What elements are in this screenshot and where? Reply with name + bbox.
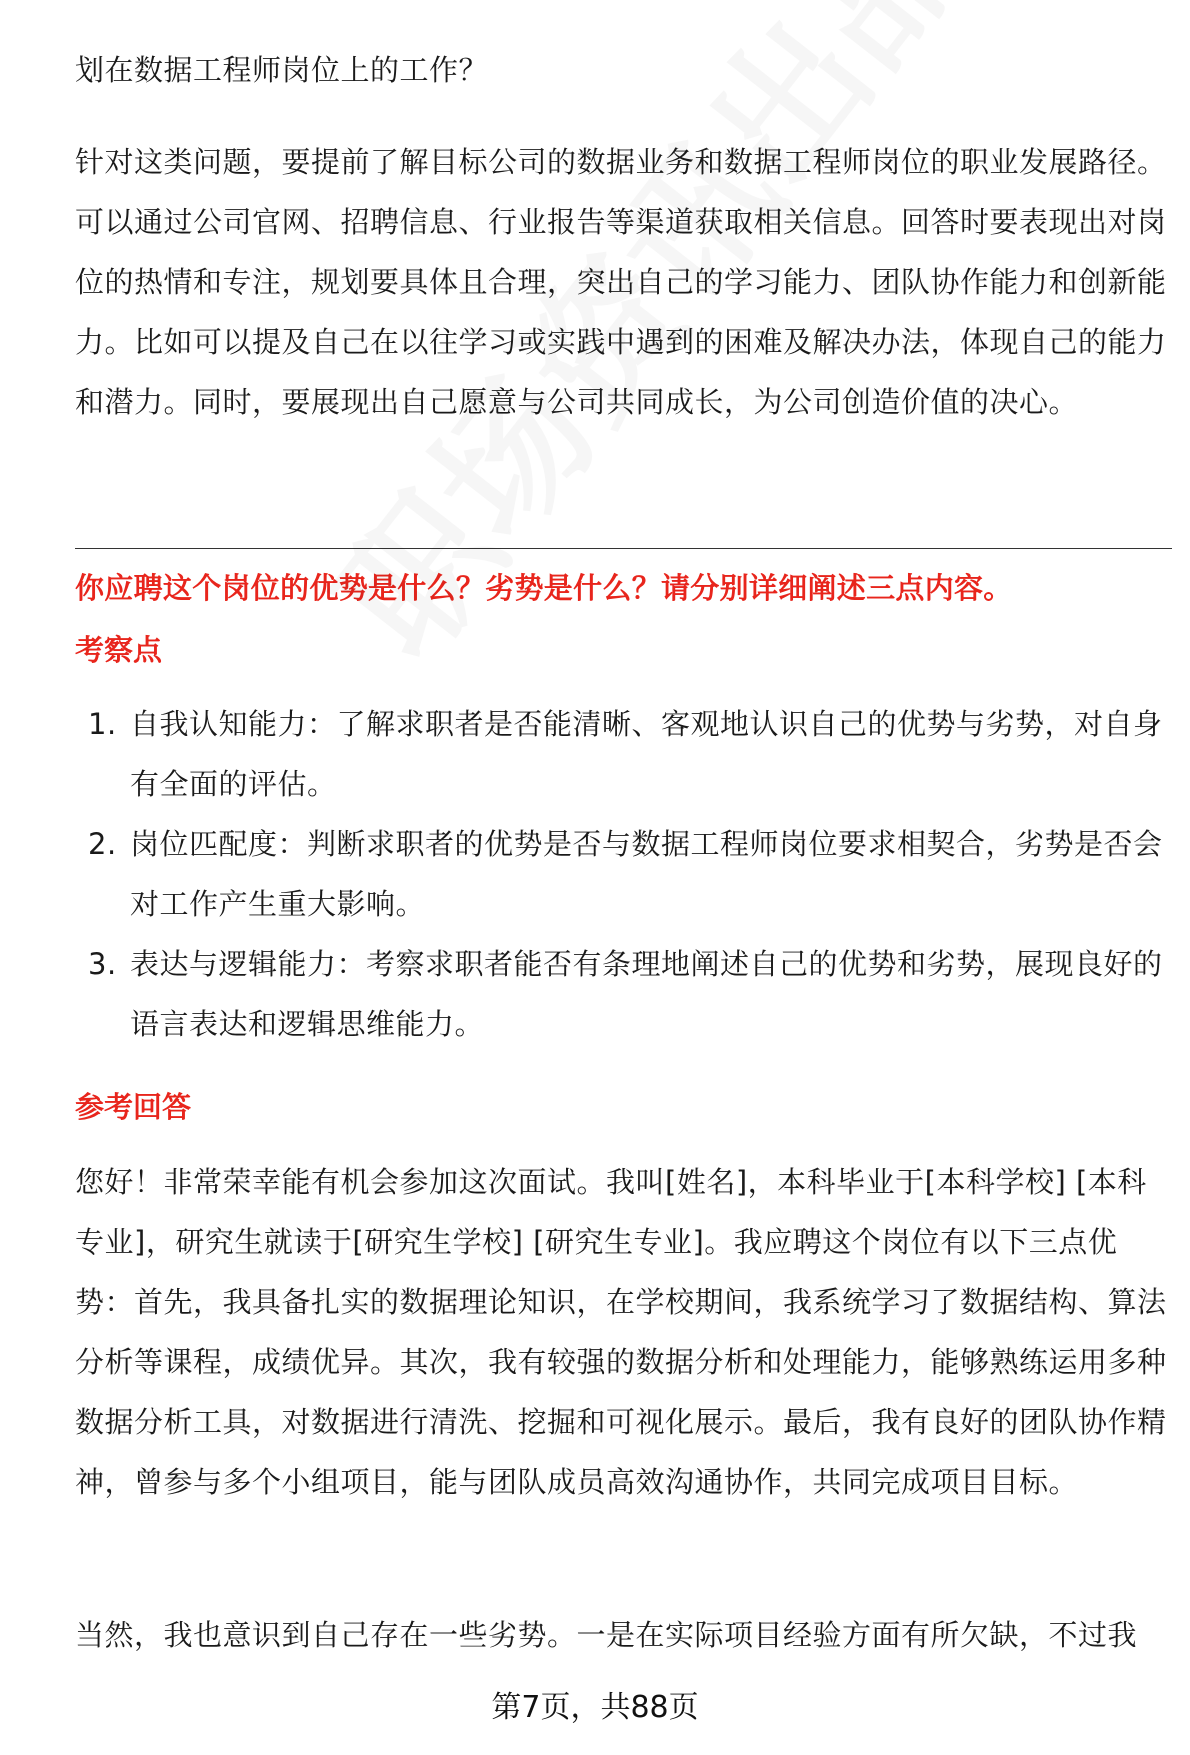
list-item xyxy=(75,934,1170,1054)
list-item xyxy=(75,694,1170,814)
question-heading: 你应聘这个岗位的优势是什么？劣势是什么？请分别详细阐述三点内容。 xyxy=(75,571,1013,605)
reference-answer-paragraph: 您好！非常荣幸能有机会参加这次面试。我叫[姓名]，本科毕业于[本科学校] [本科专业]，研究生就读于[研究生学校] [研究生专业]。我应聘这个岗位有以下三点优势：首先，我具备扎实的数据理论知识，在学校期间，我系统学习了数据结构、算法分析等课程，成绩优异。其次，我有较强的数据分析和处理能力，能够熟练运用多种数据分析工具，对数据进行清洗、挖掘和可视化展示。最后，我有良好的团队协作精神，曾参与多个小组项目，能与团队成员高效沟通协作，共同完成项目目标。 xyxy=(75,1165,1167,1499)
list-item-text: 自我认知能力：了解求职者是否能清晰、客观地认识自己的优势与劣势，对自身有全面的评估。 xyxy=(130,707,1163,801)
reference-answer-continued: 当然，我也意识到自己存在一些劣势。一是在实际项目经验方面有所欠缺，不过我 xyxy=(75,1618,1138,1652)
list-item-number: 3. xyxy=(88,947,117,981)
previous-answer-paragraph: 针对这类问题，要提前了解目标公司的数据业务和数据工程师岗位的职业发展路径。可以通过公司官网、招聘信息、行业报告等渠道获取相关信息。回答时要表现出对岗位的热情和专注，规划要具体且合理，突出自己的学习能力、团队协作能力和创新能力。比如可以提及自己在以往学习或实践中遇到的困难及解决办法，体现自己的能力和潜力。同时，要展现出自己愿意与公司共同成长，为公司创造价值的决心。 xyxy=(75,145,1167,419)
page-footer: 第7页，共88页 xyxy=(491,1690,699,1725)
list-item-number: 1. xyxy=(88,707,117,741)
reference-answer-label: 参考回答 xyxy=(75,1090,192,1124)
list-item-number: 2. xyxy=(88,827,117,861)
list-item-text: 岗位匹配度：判断求职者的优势是否与数据工程师岗位要求相契合，劣势是否会对工作产生重大影响。 xyxy=(130,827,1163,921)
previous-question-tail: 划在数据工程师岗位上的工作？ xyxy=(75,53,489,87)
list-item-text: 表达与逻辑能力：考察求职者能否有条理地阐述自己的优势和劣势，展现良好的语言表达和逻辑思维能力。 xyxy=(130,947,1163,1041)
section-divider xyxy=(75,548,1172,549)
list-item xyxy=(75,814,1170,934)
assessment-points-list xyxy=(75,694,1170,1054)
assessment-points-label: 考察点 xyxy=(75,633,163,667)
